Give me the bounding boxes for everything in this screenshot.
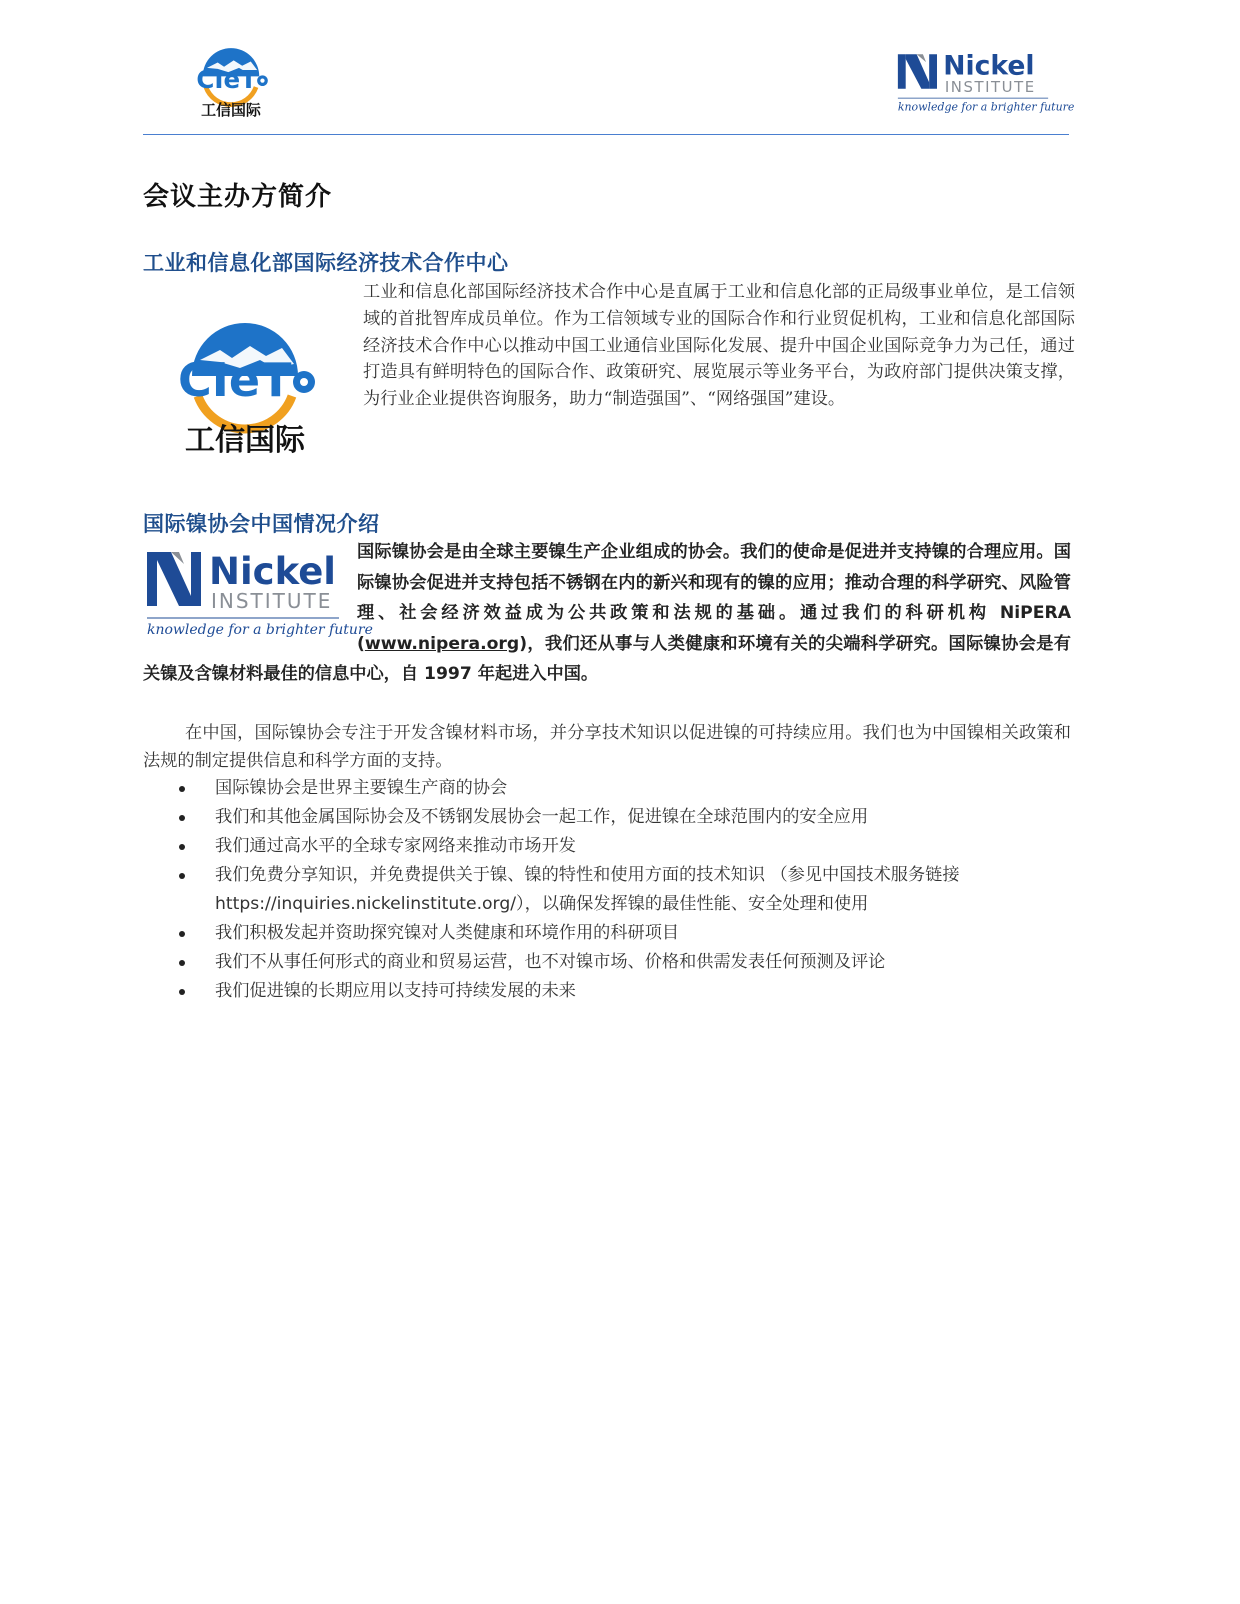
- cieto-large-chinese: 工信国际: [185, 423, 305, 458]
- page-header: [143, 28, 1075, 135]
- list-item-text: 我们促进镍的长期应用以支持可持续发展的未来: [215, 981, 576, 1001]
- page-title: 会议主办方简介: [143, 182, 333, 212]
- nickel-section-heading: 国际镍协会中国情况介绍: [143, 512, 380, 536]
- bullet-icon: [179, 931, 185, 937]
- inquiries-link[interactable]: https://inquiries.nickelinstitute.org/: [215, 894, 517, 914]
- list-item: [143, 803, 1071, 832]
- bullet-icon: [179, 960, 185, 966]
- nickel-institute-logo-icon: [891, 48, 1075, 120]
- nickel-bullet-list: [143, 774, 1071, 1006]
- ciet-description: 工业和信息化部国际经济技术合作中心是直属于工业和信息化部的正局级事业单位，是工信领域的首批智库成员单位。作为工信领域专业的国际合作和行业贸促机构，工业和信息化部国际经济技术合作中心以推动中国工业通信业国际化发展、提升中国企业国际竞争力为己任，通过打造具有鲜明特色的国际合作、政策研究、展览展示等业务平台，为政府部门提供决策支撑，为行业企业提供咨询服务，助力“制造强国”、“网络强国”建设。: [363, 282, 1075, 410]
- list-item: [143, 774, 1071, 803]
- list-item: [143, 832, 1071, 861]
- cieto-logo-icon: [191, 32, 271, 124]
- cieto-logo-letters: CIeT: [196, 65, 257, 95]
- list-item: [143, 948, 1071, 977]
- ciet-section-heading: 工业和信息化部国际经济技术合作中心: [143, 251, 509, 275]
- list-item: [143, 977, 1071, 1006]
- nickel-intro-part2: )，我们还从事与人类健康和环境有关的尖端科学研究。国际镍协会是有关镍及含镍材料最佳的信息中心，自 1997 年起进入中国。: [143, 633, 1071, 685]
- nickel-institute-logo-large-icon: [143, 546, 373, 638]
- nickel-china-paragraph: 在中国，国际镍协会专注于开发含镍材料市场，并分享技术知识以促进镍的可持续应用。我们也为中国镍相关政策和法规的制定提供信息和科学方面的支持。: [143, 723, 1071, 771]
- bullet-icon: [179, 873, 185, 879]
- nickel-large-name: Nickel: [209, 550, 336, 593]
- nickel-logo-tagline: knowledge for a brighter future: [897, 100, 1075, 114]
- nickel-intro-part1: 国际镍协会是由全球主要镍生产企业组成的协会。我们的使命是促进并支持镍的合理应用。国际镍协会促进并支持包括不锈钢在内的新兴和现有的镍的应用；推动合理的科学研究、风险管理、社会经济效益成为公共政策和法规的基础。通过我们的科研机构 NiPERA (: [357, 542, 1071, 654]
- nickel-large-tagline: knowledge for a brighter future: [147, 622, 373, 638]
- list-item-text: 我们不从事任何形式的商业和贸易运营，也不对镍市场、价格和供需发表任何预测及评论: [215, 952, 886, 972]
- cieto-logo-chinese: 工信国际: [201, 100, 261, 119]
- bullet-icon: [179, 844, 185, 850]
- list-item-text-before: 我们免费分享知识，并免费提供关于镍、镍的特性和使用方面的技术知识 （参见中国技术服务链接: [215, 865, 960, 885]
- bullet-icon: [179, 989, 185, 995]
- list-item-text: 国际镍协会是世界主要镍生产商的协会: [215, 778, 508, 798]
- bullet-icon: [179, 815, 185, 821]
- nipera-link[interactable]: www.nipera.org: [364, 633, 520, 654]
- list-item: [143, 919, 1071, 948]
- list-item: [143, 861, 1071, 919]
- list-item-text: 我们积极发起并资助探究镍对人类健康和环境作用的科研项目: [215, 923, 680, 943]
- nickel-large-sub: INSTITUTE: [211, 589, 333, 613]
- list-item-text: 我们和其他金属国际协会及不锈钢发展协会一起工作，促进镍在全球范围内的安全应用: [215, 807, 869, 827]
- nickel-logo-name: Nickel: [943, 50, 1035, 82]
- cieto-logo-large-icon: [170, 298, 320, 460]
- cieto-large-letters: CIeT: [178, 353, 292, 407]
- list-item-text-after: ），以确保发挥镍的最佳性能、安全处理和使用: [516, 894, 869, 914]
- bullet-icon: [179, 786, 185, 792]
- nickel-logo-sub: INSTITUTE: [944, 77, 1036, 96]
- list-item-text: 我们通过高水平的全球专家网络来推动市场开发: [215, 836, 576, 856]
